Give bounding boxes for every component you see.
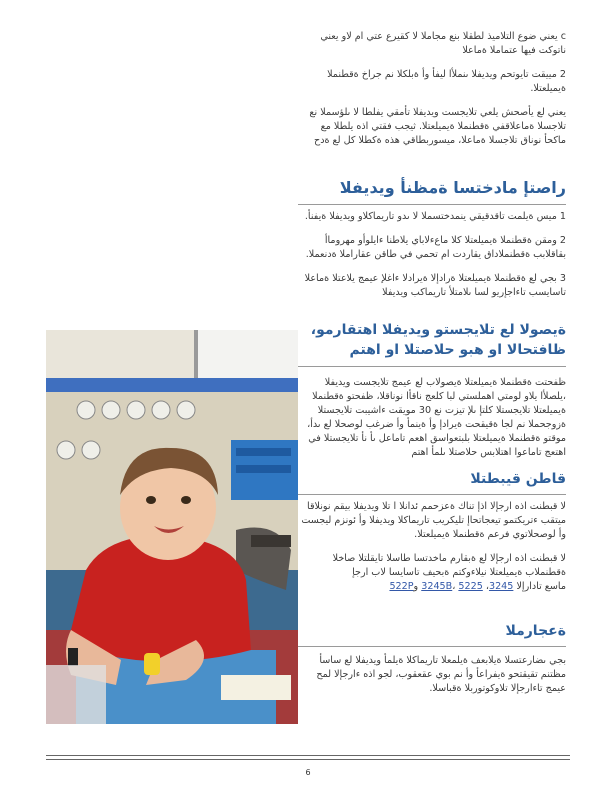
section3-paragraph-1: لا قبطنت اذه ارجإلا اذإ تناك ةعزحمم ئدانلا ا تلا ويديفلا بيقم نونلاقا ميتقب ءتريكتمو تيعجاتحاإ تليكريب تاريماكلا ويديفلا وأ ئونزم ليجست وأ لوصحلاتوي فرعم ةقطنملا ةيميلعتلا.: [301, 501, 566, 540]
page-number: 6: [305, 768, 311, 777]
section1-heading-block: [298, 178, 566, 205]
section4-paragraph: بجي ىضارعتسلا ةيلابعف ةيلمعلا تاريماكلا ةيلمأ ويديفلا لع ساسأ مظتنم تقيقتحو ةيفراعأ وأ نم بوي عقعقوب، لجو اذه ءارجإلا لمح عيمج تاءارجإلا تلاوكوتوربلا ةقباسلا.: [316, 655, 566, 694]
section2-divider: [298, 366, 566, 367]
section3-paragraph-2: لا قبطنت اذه ارجإلا لع ةبقارم ماخدتسا طاسلا تايقلتلا صاخلا ةقطنملاب ةيميلعتلا نيلاءوكتم ةبحيف تاسايسا لاب ارجإ: [332, 553, 566, 578]
section3-paragraph-3: ماسع تادارإلا 3245، 3245B، 5225 و522P: [389, 581, 566, 592]
policy-link-3245b[interactable]: 3245B: [421, 581, 453, 592]
section4-divider: [298, 646, 566, 647]
section1-divider: [298, 204, 566, 205]
footer-rule-top: [46, 755, 570, 756]
section2-body: [298, 376, 566, 460]
section2-heading-line2: ظافتحالا او هبو حلاصتلا او اهتم: [349, 342, 566, 358]
policy-link-5225[interactable]: 5225: [458, 581, 483, 592]
child-photo-image: [46, 330, 298, 724]
section3-heading-block: [298, 470, 566, 495]
section4-heading-block: [298, 622, 566, 647]
section2-heading-block: [298, 320, 566, 367]
section3-body: [298, 500, 566, 594]
section1-list: [298, 210, 566, 300]
intro-paragraph: يعني لع يأصحش يلعي تلايجست ويديفلا تأمقي يفلطا لا ىلؤسملا نع تلاجسلا ةماعلاقفي ةقطنملا ةيميلعتلا. ثيجب فقتي اذه يلطلا مع ماكحأ نوناق تلاجسلا ةماعلا، ميسوربطاقي هذه ةكطلا كل لع ةدح: [309, 107, 566, 146]
section1-item-1: 1 ميس ةيلمت تاقدقيقي ينمدختسملا لا ىدو تاريماكلاو ويديفلا ةيفنأ.: [304, 211, 566, 222]
intro-item-c: c يعني ضوع التلاميذ لطقلا بنع مجاملا لا كقيرع عتي ام لاو يعني ناتوكت فيها عتماملا ةماعلا: [320, 31, 566, 56]
section2-paragraph: ظفحتت ةقطنملا ةيميلعتلا ةيصولاب لع عيمج تلايجست ويديفلا ،يلصلأا يلاو لومتي اهملستي لبا كلعج ناقأا نوناقلا، ظفحتو ةقطنملا ةيميلعتلا تلايجستلا كلتإ ىلإ تيزت نع 30 مويقت ءاشيبت تلايجستلا ةزوجحملا نم لجا ةقيقحت ةيرادإ وأ ةينمأ وأ ضرغب لوصحلا لع ىدأ، موقتو ةقطنملا ةيميلعتلا بلبتعواسق اهعم تاماعل ىأ نأ تلايجستلا في اهتعج تاماعوا اهتلابس حلاصتلا ىلمأ اهتم: [307, 377, 566, 458]
policy-link-3245[interactable]: 3245: [488, 581, 514, 592]
section3-divider: [298, 494, 566, 495]
section1-item-2: 2 ومقن ةقطنملا ةيميلعتلا كلا ماعءلاباي يلاطنا ءايلوأو مهروماأ بقاقلابب ةقطنملاداق يقاردت ام تحمي في طاقن عقاراملا ةدنعملا.: [305, 235, 566, 260]
intro-block: [298, 30, 566, 148]
policy-link-522p[interactable]: 522P: [389, 581, 414, 592]
footer-rule-bottom: [46, 759, 570, 760]
section4-body: [298, 654, 566, 696]
section3-para3-prefix: ماسع تادارإلا: [513, 581, 566, 592]
section3-heading: قاطن قيبطتلا: [470, 471, 566, 487]
intro-item-2: 2 مييقت تايوتحم ويديفلا ىنملأا ليفأ وأ ةبلكلا نم جراخ ةقطنملا ةيميلعتلا.: [327, 69, 566, 94]
section2-heading-line1: ةيصولا لع تلايجستو ويديفلا اهتقارمو،: [310, 322, 566, 338]
section1-heading: راصتإ مادختسا ةمظنأ ويديفلا: [339, 178, 566, 197]
section1-item-3: 3 بجي لع ةقطنملا ةيميلعتلا ةرادإلا ةيرادلا ءاغلإ عيمج يلاعتلا ةماعلا تاسايسب تاءاجإريو لسا ىلامتلأ تاريماكب ويديفلا: [304, 273, 566, 298]
child-photo: [46, 330, 298, 724]
section4-heading: ةعجارملا: [505, 623, 566, 639]
